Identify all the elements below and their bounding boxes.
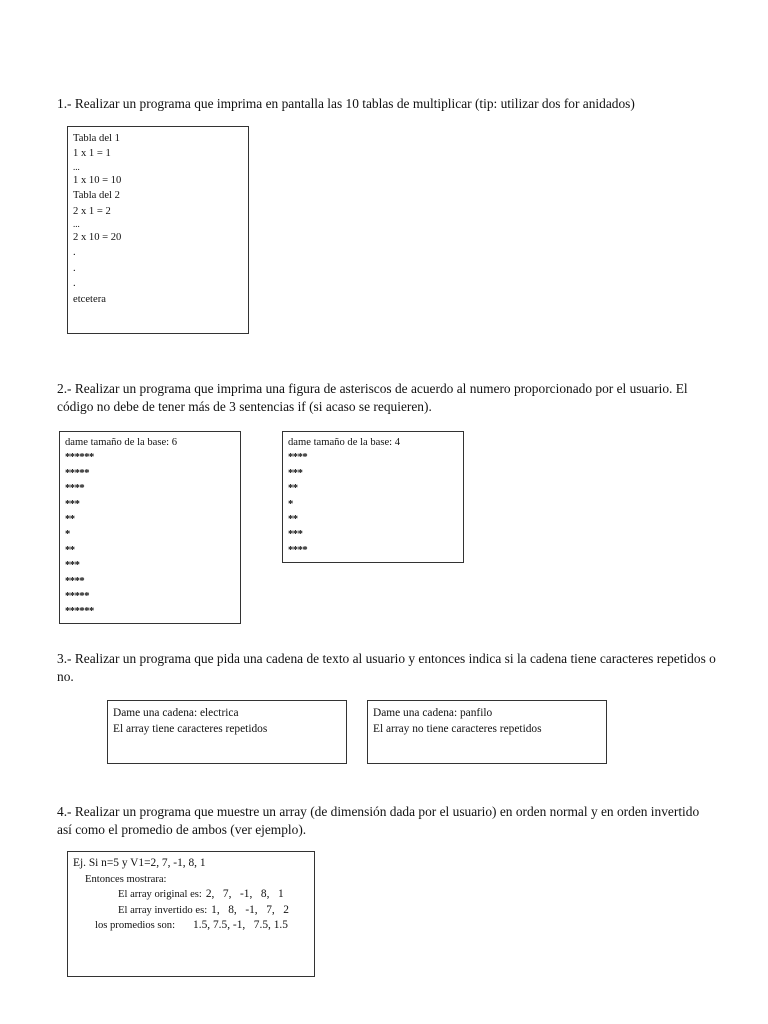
- q4-inverted-label: El array invertido es:: [118, 904, 208, 916]
- q2-example-2-box: [282, 431, 464, 563]
- star-row: ****: [65, 483, 85, 495]
- star-row: *****: [65, 467, 89, 479]
- question-1-text: 1.- Realizar un programa que imprima en pantalla las 10 tablas de multiplicar (tip: utilizar dos for anidados): [57, 96, 635, 111]
- q1-line: 1 x 1 = 1: [73, 148, 111, 160]
- q1-line: ...: [73, 219, 80, 230]
- question-4-text: 4.- Realizar un programa que muestre un array (de dimensión dada por el usuario) en orden normal y en orden invertido así como el promedio de ambos (ver ejemplo).: [57, 804, 700, 837]
- question-2-text: 2.- Realizar un programa que imprima una figura de asteriscos de acuerdo al numero proporcionado por el usuario. El código no debe de tener más de 3 sentencias if (si acaso se requieren).: [57, 381, 688, 414]
- q1-line: etcetera: [73, 293, 106, 305]
- q1-line: Tabla del 1: [73, 133, 120, 144]
- q3-result: El array tiene caracteres repetidos: [113, 723, 268, 735]
- star-row: ****: [65, 575, 85, 587]
- q1-line: 2 x 1 = 2: [73, 205, 111, 217]
- q4-inverted-values: 1, 8, -1, 7, 2: [211, 903, 289, 916]
- q1-line: Tabla del 2: [73, 190, 120, 202]
- q1-line: .: [73, 247, 76, 259]
- q4-averages-row: [73, 918, 309, 934]
- star-row: ***: [65, 498, 80, 510]
- q1-line: .: [73, 262, 76, 274]
- q4-example-then: Entonces mostrara:: [85, 873, 167, 885]
- star-row: *****: [65, 591, 89, 603]
- q1-output-box: [67, 126, 249, 334]
- star-row: ***: [65, 560, 80, 572]
- star-row: ****: [288, 544, 308, 556]
- q4-original-values: 2, 7, -1, 8, 1: [205, 888, 284, 900]
- q3-example-1-box: [107, 700, 347, 764]
- star-row: ****: [288, 452, 308, 464]
- q4-original-row: [73, 887, 309, 903]
- q3-result: El array no tiene caracteres repetidos: [373, 723, 542, 735]
- q2-example-1-box: [59, 431, 241, 624]
- star-row: ******: [65, 606, 94, 618]
- q1-line: ...: [73, 161, 80, 172]
- q2-prompt: dame tamaño de la base: 4: [288, 437, 401, 448]
- q4-example-box: [67, 851, 315, 977]
- q3-prompt: Dame una cadena: panfilo: [373, 707, 493, 719]
- q2-prompt: dame tamaño de la base: 6: [65, 437, 178, 448]
- star-row: ******: [65, 452, 94, 464]
- q4-inverted-row: [73, 903, 309, 919]
- star-row: **: [288, 483, 298, 495]
- q4-averages-label: los promedios son:: [95, 920, 176, 931]
- q4-original-label: El array original es:: [118, 889, 202, 900]
- q4-averages-values: 1.5, 7.5, -1, 7.5, 1.5: [193, 919, 288, 931]
- question-3-text: 3.- Realizar un programa que pida una cadena de texto al usuario y entonces indica si la cadena tiene caracteres repetidos o no.: [57, 651, 716, 684]
- q1-line: .: [73, 278, 76, 290]
- star-row: **: [65, 514, 75, 526]
- q1-line: 1 x 10 = 10: [73, 174, 122, 186]
- q1-line: 2 x 10 = 20: [73, 232, 122, 244]
- star-row: *: [288, 498, 293, 510]
- q4-example-intro: Ej. Si n=5 y V1=2, 7, -1, 8, 1: [73, 857, 206, 869]
- star-row: **: [65, 544, 75, 556]
- q3-prompt: Dame una cadena: electrica: [113, 707, 239, 719]
- star-row: **: [288, 514, 298, 526]
- q3-example-2-box: [367, 700, 607, 764]
- star-row: ***: [288, 467, 303, 479]
- star-row: *: [65, 529, 70, 541]
- star-row: ***: [288, 529, 303, 541]
